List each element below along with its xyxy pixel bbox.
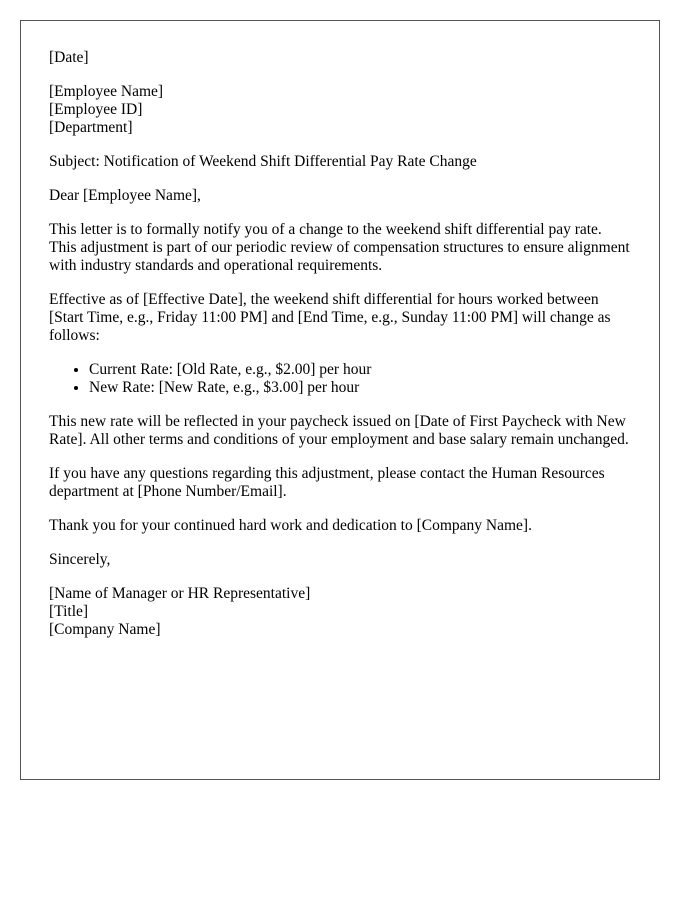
recipient-department: [Department] xyxy=(49,119,133,136)
effective-paragraph: Effective as of [Effective Date], the weekend shift differential for hours worked between [Start Time, e.g., Friday 11:00 PM] and [End Time, e.g., Sunday 11:00 PM] will change as follows: xyxy=(49,291,611,344)
new-rate-item: • New Rate: [New Rate, e.g., $3.00] per hour xyxy=(89,379,631,397)
signer-company: [Company Name] xyxy=(49,621,161,638)
signer-name: [Name of Manager or HR Representative] xyxy=(49,585,311,602)
current-rate-item: • Current Rate: [Old Rate, e.g., $2.00] per hour xyxy=(89,361,631,379)
recipient-block xyxy=(49,83,631,137)
intro-paragraph: This letter is to formally notify you of a change to the weekend shift differential pay rate. This adjustment is part of our periodic review of compensation structures to ensure alignment with industry standards and operational requirements. xyxy=(49,221,630,274)
recipient-id: [Employee ID] xyxy=(49,101,143,118)
date-line xyxy=(49,49,631,67)
letter-page xyxy=(20,20,660,780)
subject-line: Subject: Notification of Weekend Shift Differential Pay Rate Change xyxy=(49,153,477,170)
signature-block xyxy=(49,585,631,639)
letter-date: [Date] xyxy=(49,49,89,66)
signer-title: [Title] xyxy=(49,603,89,620)
closing: Sincerely, xyxy=(49,551,111,568)
questions-paragraph: If you have any questions regarding this adjustment, please contact the Human Resources department at [Phone Number/Email]. xyxy=(49,465,605,500)
rates-list xyxy=(49,361,631,397)
thanks-paragraph: Thank you for your continued hard work and dedication to [Company Name]. xyxy=(49,517,532,534)
paycheck-paragraph: This new rate will be reflected in your paycheck issued on [Date of First Paycheck with New Rate]. All other terms and conditions of your employment and base salary remain unchanged. xyxy=(49,413,629,448)
recipient-name: [Employee Name] xyxy=(49,83,164,100)
salutation: Dear [Employee Name], xyxy=(49,187,201,204)
